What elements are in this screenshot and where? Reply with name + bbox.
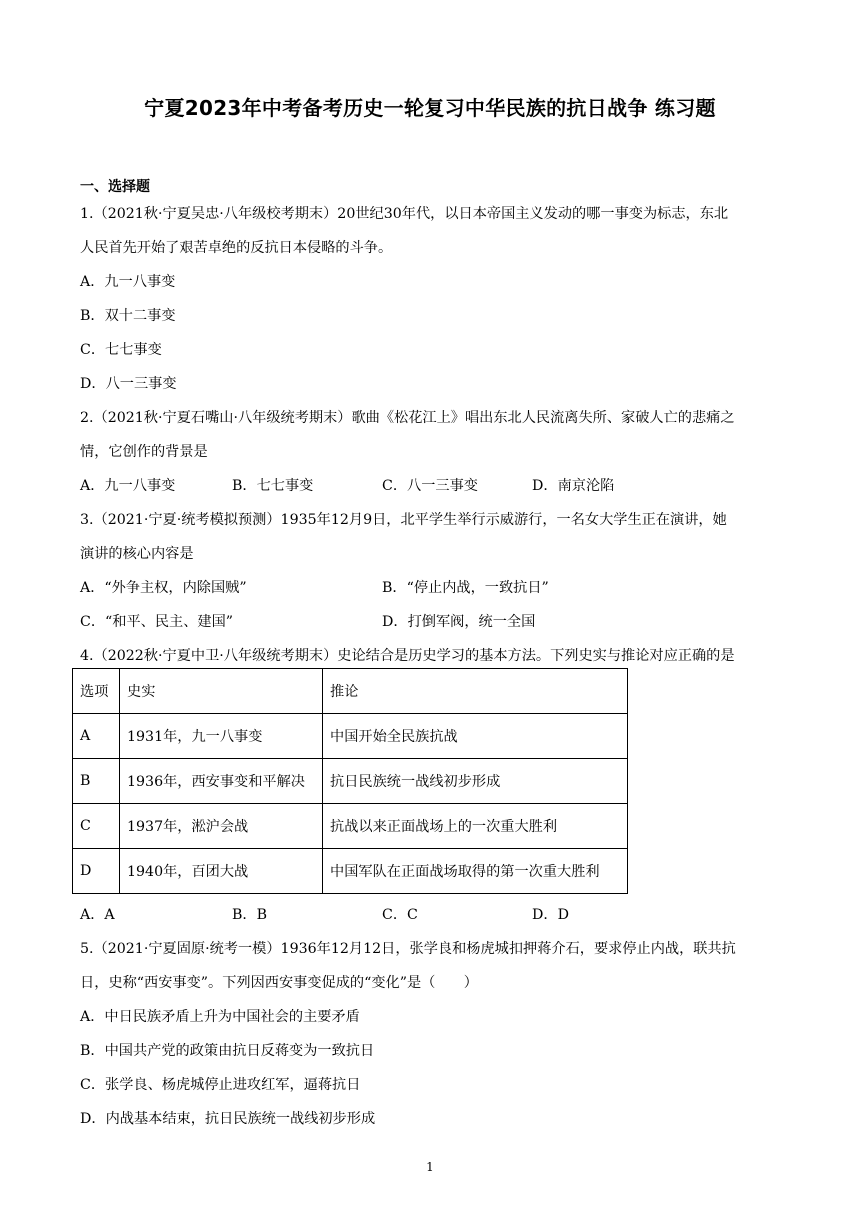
- question-1-option-b: B．双十二事变: [80, 308, 176, 324]
- question-3-stem-line-2: 演讲的核心内容是: [80, 546, 194, 562]
- question-1-option-a: A．九一八事变: [80, 274, 176, 290]
- table-cell: 抗日民族统一战线初步形成: [323, 759, 628, 804]
- table-cell: 中国军队在正面战场取得的第一次重大胜利: [323, 849, 628, 894]
- question-5-option-d: D．内战基本结束，抗日民族统一战线初步形成: [80, 1111, 376, 1127]
- question-3-options-row-1: [80, 571, 780, 605]
- question-4-options: [80, 898, 780, 932]
- question-1-option-d: D．八一三事变: [80, 376, 177, 392]
- question-3-option-b: B．“停止内战，一致抗日”: [382, 580, 549, 596]
- question-4-option-d: D．D: [532, 907, 569, 923]
- table-cell: D: [73, 849, 120, 894]
- question-5-stem-line-1: 5.（2021·宁夏固原·统考一模）1936年12月12日，张学良和杨虎城扣押蒋介石，要求停止内战，联共抗: [80, 941, 736, 957]
- question-2-option-d: D．南京沦陷: [532, 478, 615, 494]
- table-cell: C: [73, 804, 120, 849]
- question-2-stem-line-1: 2.（2021秋·宁夏石嘴山·八年级统考期末）歌曲《松花江上》唱出东北人民流离失所、家破人亡的悲痛之: [80, 410, 735, 426]
- question-5-option-b: B．中国共产党的政策由抗日反蒋变为一致抗日: [80, 1043, 375, 1059]
- question-2-option-a: A．九一八事变: [80, 478, 176, 494]
- question-2-stem-line-2: 情，它创作的背景是: [80, 444, 208, 460]
- question-4-table: [72, 668, 628, 894]
- question-3-option-d: D．打倒军阀，统一全国: [382, 614, 536, 630]
- document-title: 宁夏2023年中考备考历史一轮复习中华民族的抗日战争 练习题: [144, 96, 716, 120]
- page-number: 1: [426, 1160, 434, 1174]
- table-cell: 抗战以来正面战场上的一次重大胜利: [323, 804, 628, 849]
- table-header-cell: 选项: [73, 669, 120, 714]
- table-cell: 1936年，西安事变和平解决: [120, 759, 323, 804]
- table-header-cell: 推论: [323, 669, 628, 714]
- question-5-option-a: A．中日民族矛盾上升为中国社会的主要矛盾: [80, 1009, 360, 1025]
- table-header-row: [73, 669, 628, 714]
- table-row: [73, 804, 628, 849]
- question-2-option-b: B．七七事变: [232, 478, 314, 494]
- section-heading: 一、选择题: [80, 179, 150, 195]
- table-header-cell: 史实: [120, 669, 323, 714]
- question-1-stem-line-2: 人民首先开始了艰苦卓绝的反抗日本侵略的斗争。: [80, 240, 393, 256]
- question-5-option-c: C．张学良、杨虎城停止进攻红军，逼蒋抗日: [80, 1077, 361, 1093]
- question-1-stem-line-1: 1.（2021秋·宁夏吴忠·八年级校考期末）20世纪30年代，以日本帝国主义发动的哪一事变为标志，东北: [80, 206, 729, 222]
- table-cell: 1940年，百团大战: [120, 849, 323, 894]
- question-4-option-b: B．B: [232, 907, 268, 923]
- question-2-options: [80, 469, 780, 503]
- table-row: [73, 759, 628, 804]
- question-4-option-c: C．C: [382, 907, 418, 923]
- table-cell: 中国开始全民族抗战: [323, 714, 628, 759]
- question-1-option-c: C．七七事变: [80, 342, 162, 358]
- question-2-option-c: C．八一三事变: [382, 478, 478, 494]
- question-3-stem-line-1: 3.（2021·宁夏·统考模拟预测）1935年12月9日，北平学生举行示威游行，一名女大学生正在演讲，她: [80, 512, 727, 528]
- question-3-options-row-2: [80, 605, 780, 639]
- table-row: [73, 714, 628, 759]
- question-4-stem-line-1: 4.（2022秋·宁夏中卫·八年级统考期末）史论结合是历史学习的基本方法。下列史实与推论对应正确的是: [80, 648, 735, 664]
- table-cell: 1937年，淞沪会战: [120, 804, 323, 849]
- question-3-option-c: C．“和平、民主、建国”: [80, 614, 234, 630]
- table-row: [73, 849, 628, 894]
- table-cell: B: [73, 759, 120, 804]
- table-cell: 1931年，九一八事变: [120, 714, 323, 759]
- question-5-stem-line-2: 日，史称“西安事变”。下列因西安事变促成的“变化”是（ ）: [80, 975, 478, 991]
- question-4-option-a: A．A: [80, 907, 115, 923]
- table-cell: A: [73, 714, 120, 759]
- question-3-option-a: A．“外争主权，内除国贼”: [80, 580, 247, 596]
